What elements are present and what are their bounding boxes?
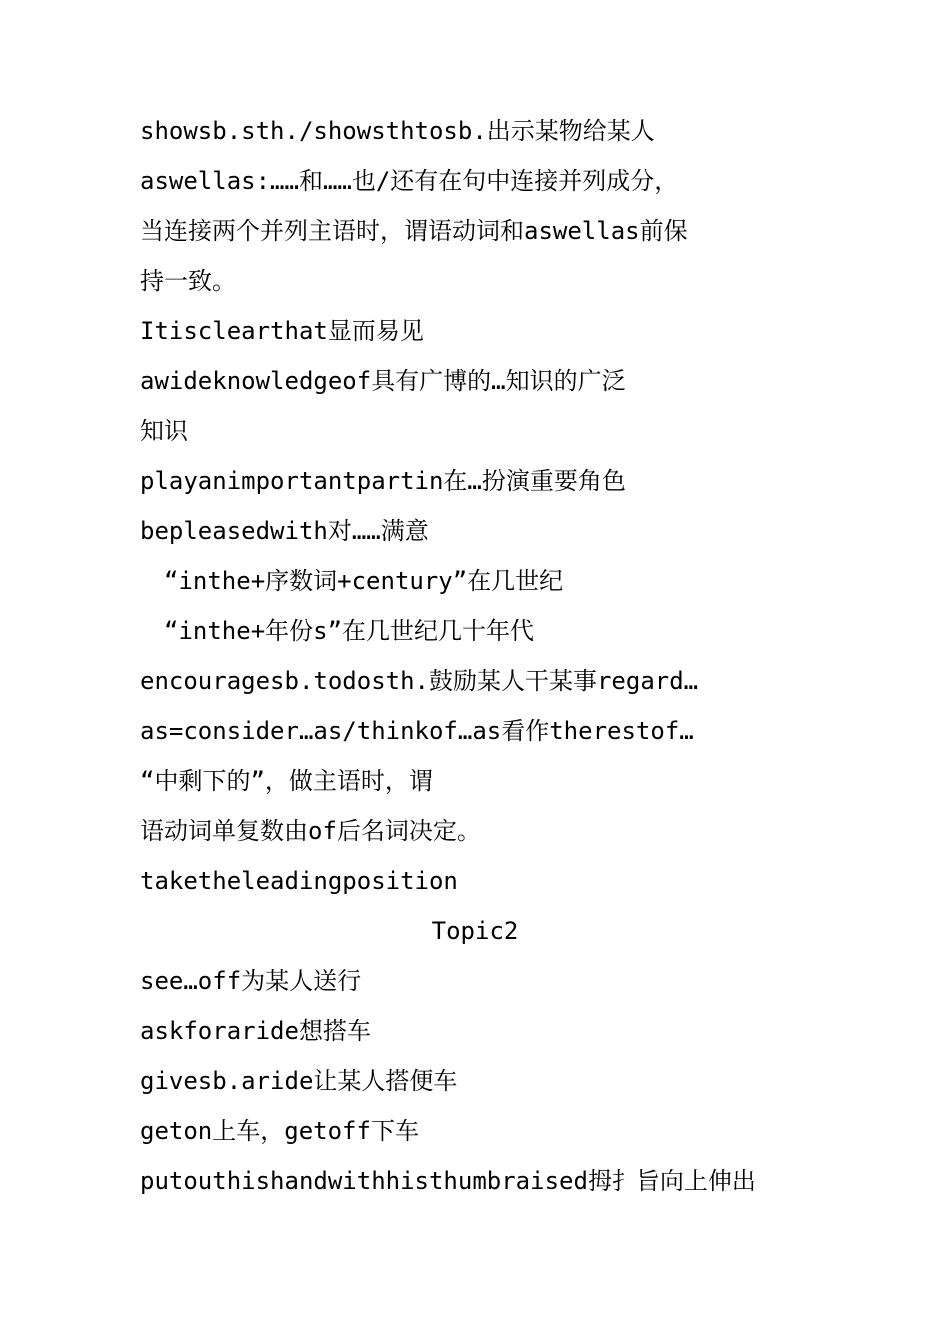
text-line: “中剩下的”，做主语时，谓: [140, 767, 433, 795]
document-page: [140, 106, 820, 1206]
text-line: 持一致。: [140, 267, 236, 295]
text-line: geton上车，getoff下车: [140, 1117, 419, 1145]
text-line: see…off为某人送行: [140, 967, 362, 995]
text-line: aswellas:……和……也/还有在句中连接并列成分，: [140, 167, 679, 195]
text-line: 知识: [140, 417, 188, 445]
text-line: askforaride想搭车: [140, 1017, 371, 1045]
text-line: taketheleadingposition: [140, 867, 458, 895]
text-line: “inthe+年份s”在几世纪几十年代: [164, 617, 535, 645]
text-line: as=consider…as/thinkof…as看作therestof…: [140, 717, 694, 745]
section-heading: Topic2: [431, 917, 519, 945]
text-line: 语动词单复数由of后名词决定。: [140, 817, 481, 845]
text-line: showsb.sth./showsthtosb.出示某物给某人: [140, 117, 655, 145]
text-line: awideknowledgeof具有广博的…知识的广泛: [140, 367, 626, 395]
text-line: bepleasedwith对……满意: [140, 517, 429, 545]
text-line: givesb.aride让某人搭便车: [140, 1067, 458, 1095]
text-line: “inthe+序数词+century”在几世纪: [164, 567, 564, 595]
text-line: encouragesb.todosth.鼓励某人干某事regard…: [140, 667, 699, 695]
text-line: putouthishandwithhisthumbraised拇扌旨向上伸出: [140, 1167, 756, 1195]
text-line: Itisclearthat显而易见: [140, 317, 424, 345]
text-line: 当连接两个并列主语时，谓语动词和aswellas前保: [140, 217, 688, 245]
text-line: playanimportantpartin在…扮演重要角色: [140, 467, 626, 495]
